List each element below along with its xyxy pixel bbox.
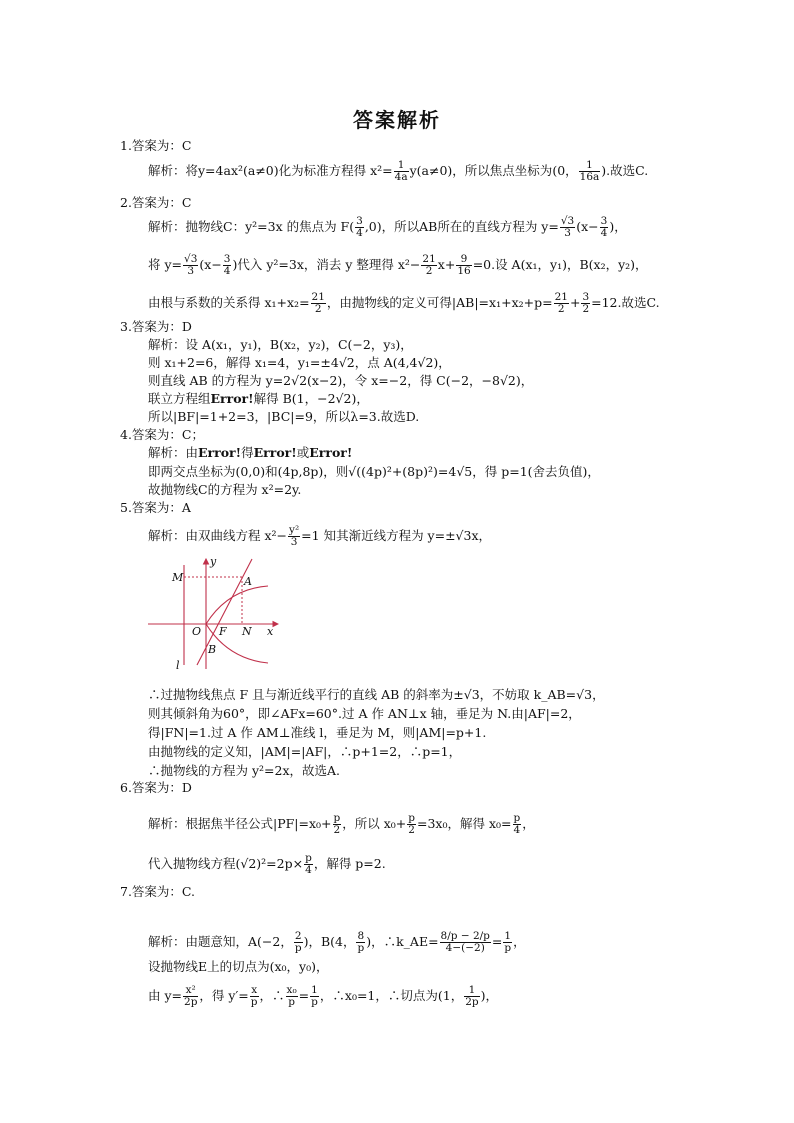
parabola-figure [148, 553, 283, 671]
q6-answer: 6.答案为：D [120, 780, 192, 795]
fraction: $\frac{√3}{3}$ [184, 253, 198, 277]
q6-line1: 解析：根据焦半径公式|PF|=x₀+ $\frac{p}{2}$ ，所以 x₀+ $\frac{p}{2}$ =3x₀，解得 x₀= $\frac{p}{4}$ ， [148, 812, 535, 836]
q6-line2: 代入抛物线方程(√2)²=2p× $\frac{p}{4}$ ，解得 p=2. [148, 852, 386, 876]
label-a: A [244, 575, 252, 588]
fraction: $\frac{1}{16a}$ [579, 159, 600, 183]
q2-analysis-line3: 由根与系数的关系得 x₁+x₂= $\frac{21}{2}$ ，由抛物线的定义可得|AB|=x₁+x₂+p= $\frac{21}{2}$ + $\frac{3}{2}$ =12.故选C. [148, 291, 660, 315]
q5-line2: ∴过抛物线焦点 F 且与渐近线平行的直线 AB 的斜率为±√3，不妨取 k_AB=√3， [148, 687, 605, 702]
fraction: $\frac{1}{2p}$ [465, 984, 479, 1008]
q3-line3: 则直线 AB 的方程为 y=2√2(x−2)，令 x=−2，得 C(−2，−8√2)， [148, 373, 534, 388]
fraction: $\frac{p}{4}$ [513, 812, 521, 836]
label-x: x [267, 625, 274, 638]
q5-line1: 解析：由双曲线方程 x²− $\frac{\text{y²}}{3}$ =1 知其渐近线方程为 y=±√3x， [148, 524, 492, 548]
q5-line5: 由抛物线的定义知，|AM|=|AF|，∴p+1=2，∴p=1， [148, 744, 462, 759]
fraction: $\frac{3}{2}$ [582, 291, 590, 315]
q3-line5: 所以|BF|=1+2=3，|BC|=9，所以λ=3.故选D. [148, 409, 420, 424]
label-m: M [172, 571, 184, 584]
fraction: $\frac{p}{2}$ [408, 812, 415, 836]
fraction: $\frac{p}{4}$ [305, 852, 312, 876]
fraction-slope: $\frac{8/p - 2/p}{4-(-2)}$ [440, 930, 490, 954]
fraction: $\frac{\text{y²}}{3}$ [289, 524, 300, 548]
q5-line4: 得|FN|=1.过 A 作 AM⊥准线 l，垂足为 M，则|AM|=p+1. [148, 725, 487, 740]
fraction: $\frac{√3}{3}$ [560, 215, 575, 239]
label-n: N [242, 625, 252, 638]
page-title: 答案解析 [353, 108, 441, 132]
fraction: $\frac{1}{p}$ [311, 984, 318, 1008]
q2-analysis-line2: 将 y= $\frac{√3}{3}$ (x− $\frac{3}{4}$ )代入 y²=3x，消去 y 整理得 x²− $\frac{21}{2}$ x+ $\frac{9}{16}$ =0.设 A(x₁，y₁)，B(x₂，y₂)， [148, 253, 648, 277]
q5-line6: ∴抛物线的方程为 y²=2x，故选A. [148, 763, 341, 778]
fraction: $\frac{x}{p}$ [250, 984, 258, 1008]
q2-answer: 2.答案为：C [120, 195, 192, 210]
fraction: $\frac{2}{p}$ [294, 930, 302, 954]
label-b: B [208, 643, 217, 656]
fraction: $\frac{3}{4}$ [356, 215, 363, 239]
q7-line3: 由 y= $\frac{\text{x²}}{2p}$ ，得 y′= $\frac{x}{p}$ ，∴ $\frac{\text{x₀}}{p}$ = $\frac{1}{p}$ ，∴x₀=1，∴切点为(1， $\frac{1}{2p}$ )， [148, 984, 499, 1008]
fraction: $\frac{\text{x²}}{2p}$ [184, 984, 198, 1008]
q4-answer: 4.答案为：C； [120, 427, 204, 442]
fraction: $\frac{9}{16}$ [457, 253, 471, 277]
fraction: $\frac{p}{2}$ [333, 812, 341, 836]
fraction: $\frac{\text{x₀}}{p}$ [286, 984, 297, 1008]
q7-line1: 解析：由题意知，A(−2， $\frac{2}{p}$ )，B(4， $\frac{8}{p}$ )，∴k_AE= $\frac{8/p - 2/p}{4-(-2)}$ = $\frac{1}{p}$ ， [148, 930, 526, 954]
q3-answer: 3.答案为：D [120, 319, 192, 334]
q4-line2: 即两交点坐标为(0,0)和(4p,8p)，则√((4p)²+(8p)²)=4√5，得 p=1(舍去负值)， [148, 464, 600, 479]
fraction: $\frac{3}{4}$ [223, 253, 231, 277]
fraction: $\frac{21}{2}$ [422, 253, 436, 277]
label-y: y [210, 555, 217, 568]
fraction: $\frac{1}{4a}$ [394, 159, 408, 183]
label-f: F [219, 625, 227, 638]
label-o: O [192, 625, 202, 638]
q3-line2: 则 x₁+2=6，解得 x₁=4，y₁=±4√2，点 A(4,4√2)， [148, 355, 451, 370]
fraction: $\frac{21}{2}$ [311, 291, 325, 315]
fraction: $\frac{8}{p}$ [357, 930, 365, 954]
fraction: $\frac{21}{2}$ [554, 291, 568, 315]
q5-answer: 5.答案为：A [120, 500, 191, 515]
q5-line3: 则其倾斜角为60°，即∠AFx=60°.过 A 作 AN⊥x 轴，垂足为 N.由|AF|=2， [148, 706, 581, 721]
q3-line4: 联立方程组Error!解得 B(1，−2√2)， [148, 391, 369, 406]
q7-answer: 7.答案为：C. [120, 884, 196, 899]
fraction: $\frac{1}{p}$ [504, 930, 512, 954]
label-l: l [176, 659, 180, 671]
q3-line1: 解析：设 A(x₁，y₁)，B(x₂，y₂)，C(−2，y₃)， [148, 337, 413, 352]
q1-analysis: 解析：将y=4ax²(a≠0)化为标准方程得 x²= $\frac{1}{4a}$ y(a≠0)，所以焦点坐标为(0， $\frac{1}{16a}$ ).故选C. [148, 159, 649, 183]
q2-analysis-line1: 解析：抛物线C：y²=3x 的焦点为 F( $\frac{3}{4}$ ,0)，所以AB所在的直线方程为 y= $\frac{√3}{3}$ (x− $\frac{3}{4}$ )， [148, 215, 627, 239]
q4-line1: 解析：由Error!得Error!或Error! [148, 445, 353, 460]
fraction: $\frac{3}{4}$ [600, 215, 608, 239]
q4-line3: 故抛物线C的方程为 x²=2y. [148, 482, 302, 497]
q1-answer: 1.答案为：C [120, 138, 192, 153]
q7-line2: 设抛物线E上的切点为(x₀，y₀)， [148, 959, 329, 974]
